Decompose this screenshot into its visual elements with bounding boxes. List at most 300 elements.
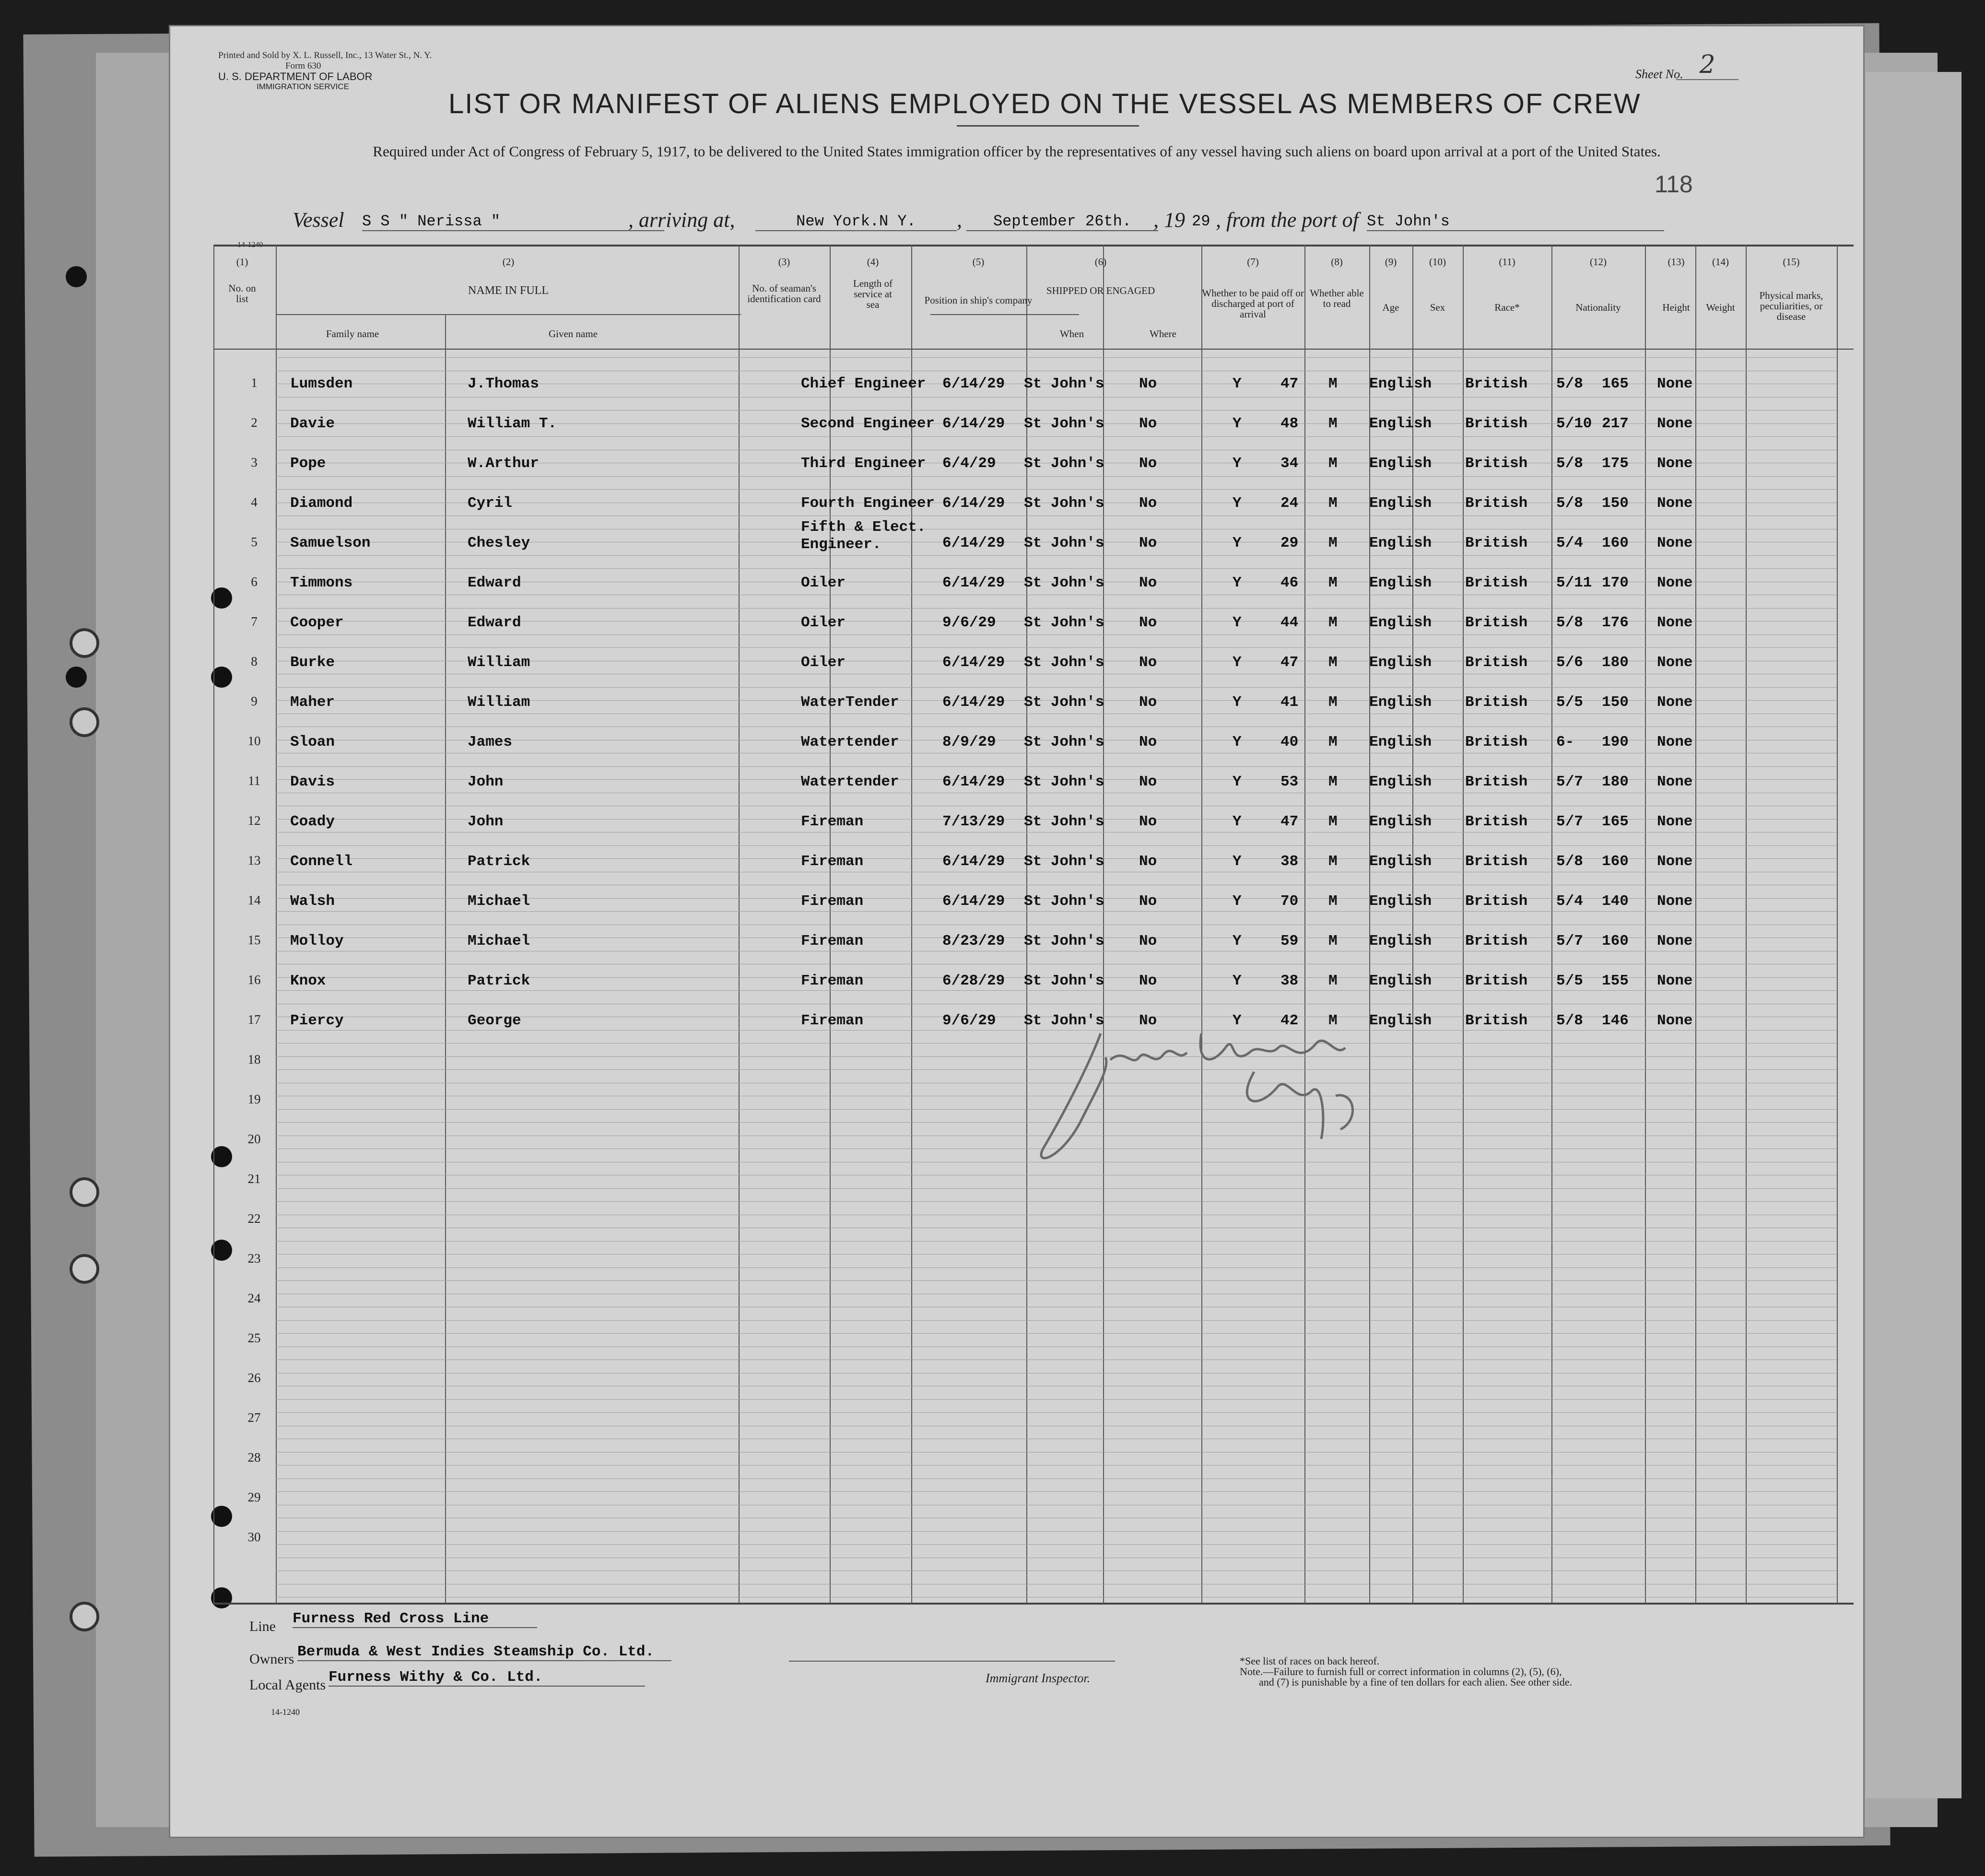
cell-height: 5/7 bbox=[1556, 774, 1583, 790]
cell-weight: 160 bbox=[1602, 933, 1629, 950]
cell-where: St John's bbox=[1024, 375, 1104, 392]
cell-read: Y bbox=[1233, 893, 1242, 910]
cell-where: St John's bbox=[1024, 535, 1104, 551]
col-5-header: Position in ship's company bbox=[924, 294, 1033, 306]
row-number: 20 bbox=[247, 1132, 261, 1146]
cell-where: St John's bbox=[1024, 1012, 1104, 1029]
cell-nationality: British bbox=[1465, 495, 1528, 512]
cell-sex: M bbox=[1328, 575, 1338, 591]
cell-race: English bbox=[1369, 813, 1432, 830]
cell-height: 5/8 bbox=[1556, 375, 1583, 392]
cell-given: Edward bbox=[468, 575, 521, 591]
cell-weight: 170 bbox=[1602, 575, 1629, 591]
cell-race: English bbox=[1369, 575, 1432, 591]
cell-race: English bbox=[1369, 375, 1432, 392]
owners-label: Owners bbox=[249, 1651, 294, 1667]
cell-where: St John's bbox=[1024, 415, 1104, 432]
binding-ring bbox=[70, 707, 99, 737]
cell-position: Fifth & Elect. Engineer. bbox=[801, 519, 926, 553]
service: IMMIGRATION SERVICE bbox=[257, 82, 350, 91]
cell-given: Patrick bbox=[468, 973, 530, 989]
cell-position: Fireman bbox=[801, 933, 864, 950]
cell-read: Y bbox=[1233, 694, 1242, 711]
cell-race: English bbox=[1369, 694, 1432, 711]
cell-marks: None bbox=[1657, 893, 1693, 910]
col-1-header: No. on list bbox=[228, 282, 256, 305]
cell-age: 29 bbox=[1280, 535, 1299, 551]
row-number: 6 bbox=[251, 575, 258, 589]
cell-marks: None bbox=[1657, 813, 1693, 830]
row-number: 21 bbox=[247, 1172, 261, 1186]
cell-sex: M bbox=[1328, 1012, 1338, 1029]
cell-weight: 160 bbox=[1602, 853, 1629, 870]
cell-given: William bbox=[468, 694, 530, 711]
cell-weight: 140 bbox=[1602, 893, 1629, 910]
row-number: 3 bbox=[251, 455, 258, 469]
cell-family: Knox bbox=[290, 973, 326, 989]
cell-height: 5/10 bbox=[1556, 415, 1592, 432]
cell-given: William bbox=[468, 654, 530, 671]
manifest-sheet: Printed and Sold by X. L. Russell, Inc., 13 Water St., N. Y. Form 630 U. S. DEPARTMENT OF LABOR IMMIGRATION SERVICE Sheet No. 2 118 LIST OR MANIFEST OF ALIENS EMPLOYED ON THE VESSEL AS MEMBERS OF CREW Required under Act of Congress of February 5, 1917, to be delivered to the United States immigration officer by the representatives of any vessel having such aliens on board upon arrival at a port of the United States. Vessel S S " Nerissa " , arriving at, New York.N Y. , September 26th. , 19 29 , from the port of St John's (1) No. on list (2) NAME IN FULL Family name Given name (3) No. of seaman's identification card (4) Length of service at sea (5) Position in ship's company (6) SHIPPED OR ENGAGED When Where (7) Whether to be paid off or discharged at port of arrival (8) Whether able to read (9) Age (10) Sex (11) Race* (12) Nationality (13) Height (14) Weight (15) Physical marks, peculiarities, or disease 1 2 3 4 5 6 7 8 9 10 11 12 13 14 15 16 17 18 19 20 21 22 23 24 25 26 27 28 29 30 Lumsden J.Thomas Chief Engineer 6/14/29 St John's No Y 47 M English British 5/8 165 None Davie William T. Second Engineer 6/14/29 St John's No Y 48 M English British 5/10 217 None Pope W.Arthur Third Engineer 6/4/29 St John's No Y 34 M English British 5/8 175 None Diamond Cyril Fourth Engineer 6/14/29 St John's No Y 24 M English British 5/8 150 None Samuelson Chesley Fifth & Elect. Engineer. 6/14/29 St John's No Y 29 M English British 5/4 160 None Timmons Edward Oiler 6/14/29 St John's No Y 46 M English British 5/11 170 None Cooper Edward Oiler 9/6/29 St John's No Y 44 M English British 5/8 176 None Burke William Oiler 6/14/29 St John's No Y 47 M English British 5/6 180 None Maher William WaterTender 6/14/29 St John's No Y 41 M English British 5/5 150 None Sloan James Watertender 8/9/29 St John's No Y 40 M English British 6- 190 None Davis John Watertender 6/14/29 St John's No Y 53 M English British 5/7 180 None Coady John Fireman 7/13/29 St John's No Y 47 M English British 5/7 165 None Connell Patrick Fireman 6/14/29 St John's No Y 38 M English British 5/8 160 None Walsh Michael Fireman 6/14/29 St John's No Y 70 M English British 5/4 140 None Molloy Michael Fireman 8/23/29 St John's No Y 59 M English British 5/7 160 None Knox Patrick Fireman 6/28/29 St John's No Y 38 M English British 5/5 155 None Piercy George Fireman 9/6/29 St John's No Y 42 M English British 5/8 146 None Line Furness Red Cross Line Owners Bermuda & West Indies Steamship Co. Ltd. Local Agents Furness Withy & Co. Ltd. Immigrant Inspector. *See list of races on back hereof. Note.—Failure to furnish full or correct information in columns (2), (5), (6), and (7) is punishable by a fine of ten dollars for each alien. See other side. 14-1240 bbox=[170, 26, 1863, 1837]
cell-position: WaterTender bbox=[801, 694, 899, 711]
cell-paid: No bbox=[1139, 853, 1157, 870]
col-10-number: (10) bbox=[1429, 256, 1446, 268]
cell-where: St John's bbox=[1024, 694, 1104, 711]
cell-family: Sloan bbox=[290, 734, 335, 750]
row-number: 19 bbox=[247, 1092, 261, 1106]
cell-family: Davie bbox=[290, 415, 335, 432]
cell-paid: No bbox=[1139, 973, 1157, 989]
col-9-header: Age bbox=[1382, 302, 1399, 313]
cell-read: Y bbox=[1233, 375, 1242, 392]
cell-height: 5/4 bbox=[1556, 893, 1583, 910]
cell-weight: 165 bbox=[1602, 813, 1629, 830]
departure-port: St John's bbox=[1367, 212, 1664, 231]
cell-marks: None bbox=[1657, 654, 1693, 671]
cell-race: English bbox=[1369, 734, 1432, 750]
cell-when: 6/14/29 bbox=[942, 774, 1005, 790]
sheet-label: Sheet No. bbox=[1635, 67, 1683, 81]
cell-family: Coady bbox=[290, 813, 335, 830]
cell-when: 6/4/29 bbox=[942, 455, 996, 472]
cell-nationality: British bbox=[1465, 734, 1528, 750]
cell-where: St John's bbox=[1024, 813, 1104, 830]
cell-nationality: British bbox=[1465, 375, 1528, 392]
row-number: 7 bbox=[251, 614, 258, 629]
cell-sex: M bbox=[1328, 933, 1338, 950]
cell-family: Diamond bbox=[290, 495, 353, 512]
col-11-header: Race* bbox=[1494, 302, 1520, 313]
cell-age: 47 bbox=[1280, 654, 1299, 671]
row-number: 2 bbox=[251, 415, 258, 430]
cell-given: Edward bbox=[468, 614, 521, 631]
cell-nationality: British bbox=[1465, 614, 1528, 631]
footnote-penalty-2: and (7) is punishable by a fine of ten dollars for each alien. See other side. bbox=[1259, 1676, 1573, 1688]
cell-race: English bbox=[1369, 853, 1432, 870]
cell-when: 6/14/29 bbox=[942, 694, 1005, 711]
binding-ring bbox=[70, 628, 99, 658]
cell-paid: No bbox=[1139, 415, 1157, 432]
cell-position: Fireman bbox=[801, 853, 864, 870]
cell-when: 8/23/29 bbox=[942, 933, 1005, 950]
cell-race: English bbox=[1369, 495, 1432, 512]
cell-read: Y bbox=[1233, 774, 1242, 790]
row-number: 16 bbox=[247, 973, 261, 987]
col-13-number: (13) bbox=[1668, 256, 1685, 268]
cell-when: 7/13/29 bbox=[942, 813, 1005, 830]
row-number: 28 bbox=[247, 1450, 261, 1465]
page-title: LIST OR MANIFEST OF ALIENS EMPLOYED ON THE VESSEL AS MEMBERS OF CREW bbox=[448, 88, 1641, 119]
col-15-number: (15) bbox=[1783, 256, 1800, 268]
cell-height: 5/8 bbox=[1556, 853, 1583, 870]
cell-marks: None bbox=[1657, 694, 1693, 711]
cell-where: St John's bbox=[1024, 893, 1104, 910]
cell-height: 5/5 bbox=[1556, 973, 1583, 989]
cell-when: 6/14/29 bbox=[942, 853, 1005, 870]
cell-read: Y bbox=[1233, 535, 1242, 551]
cell-where: St John's bbox=[1024, 853, 1104, 870]
col-3-header: No. of seaman's identification card bbox=[747, 282, 821, 305]
cell-family: Piercy bbox=[290, 1012, 344, 1029]
row-number: 15 bbox=[247, 933, 261, 947]
row-number: 10 bbox=[247, 734, 261, 748]
cell-nationality: British bbox=[1465, 853, 1528, 870]
cell-height: 5/7 bbox=[1556, 813, 1583, 830]
col-4-header: Length of service at sea bbox=[853, 278, 893, 310]
cell-family: Timmons bbox=[290, 575, 353, 591]
cell-when: 9/6/29 bbox=[942, 1012, 996, 1029]
cell-paid: No bbox=[1139, 535, 1157, 551]
col-2a-header: Family name bbox=[326, 328, 379, 340]
cell-paid: No bbox=[1139, 694, 1157, 711]
cell-age: 47 bbox=[1280, 375, 1299, 392]
binding-hole bbox=[66, 667, 87, 688]
year-prefix: , 19 bbox=[1153, 208, 1185, 232]
binding-hole bbox=[66, 266, 87, 287]
cell-marks: None bbox=[1657, 973, 1693, 989]
cell-paid: No bbox=[1139, 375, 1157, 392]
cell-nationality: British bbox=[1465, 575, 1528, 591]
cell-sex: M bbox=[1328, 973, 1338, 989]
owners-value: Bermuda & West Indies Steamship Co. Ltd. bbox=[297, 1643, 671, 1661]
cell-when: 9/6/29 bbox=[942, 614, 996, 631]
cell-age: 38 bbox=[1280, 853, 1299, 870]
cell-position: Fireman bbox=[801, 893, 864, 910]
agents-label: Local Agents bbox=[249, 1677, 326, 1693]
cell-when: 6/14/29 bbox=[942, 654, 1005, 671]
cell-given: Michael bbox=[468, 893, 530, 910]
cell-nationality: British bbox=[1465, 813, 1528, 830]
cell-where: St John's bbox=[1024, 614, 1104, 631]
cell-family: Cooper bbox=[290, 614, 344, 631]
row-number: 12 bbox=[247, 813, 261, 828]
back-page-edge bbox=[1866, 72, 1962, 1798]
cell-when: 6/14/29 bbox=[942, 415, 1005, 432]
cell-weight: 146 bbox=[1602, 1012, 1629, 1029]
cell-paid: No bbox=[1139, 654, 1157, 671]
cell-sex: M bbox=[1328, 654, 1338, 671]
col-15-header: Physical marks, peculiarities, or disease bbox=[1759, 290, 1823, 322]
cell-when: 8/9/29 bbox=[942, 734, 996, 750]
cell-weight: 180 bbox=[1602, 654, 1629, 671]
col-5-number: (5) bbox=[972, 256, 985, 268]
cell-weight: 150 bbox=[1602, 694, 1629, 711]
stamp-number: 118 bbox=[1655, 171, 1693, 198]
arrival-port: New York.N Y. bbox=[755, 212, 957, 231]
cell-given: James bbox=[468, 734, 513, 750]
col-11-number: (11) bbox=[1499, 256, 1515, 268]
binding-ring bbox=[70, 1177, 99, 1207]
row-number: 18 bbox=[247, 1052, 261, 1067]
cell-where: St John's bbox=[1024, 734, 1104, 750]
cell-family: Pope bbox=[290, 455, 326, 472]
cell-given: John bbox=[468, 813, 504, 830]
cell-height: 5/4 bbox=[1556, 535, 1583, 551]
cell-read: Y bbox=[1233, 973, 1242, 989]
cell-weight: 175 bbox=[1602, 455, 1629, 472]
col-6b-header: Where bbox=[1150, 328, 1176, 340]
cell-when: 6/14/29 bbox=[942, 893, 1005, 910]
col-14-number: (14) bbox=[1712, 256, 1729, 268]
cell-height: 5/7 bbox=[1556, 933, 1583, 950]
cell-position: Watertender bbox=[801, 774, 899, 790]
cell-given: Chesley bbox=[468, 535, 530, 551]
cell-family: Walsh bbox=[290, 893, 335, 910]
cell-family: Lumsden bbox=[290, 375, 353, 392]
cell-position: Fourth Engineer bbox=[801, 495, 935, 512]
title-underline bbox=[957, 125, 1139, 127]
cell-weight: 150 bbox=[1602, 495, 1629, 512]
cell-when: 6/14/29 bbox=[942, 535, 1005, 551]
col-12-number: (12) bbox=[1590, 256, 1607, 268]
col-7-number: (7) bbox=[1247, 256, 1259, 268]
arriving-label: , arriving at, bbox=[628, 208, 735, 232]
cell-marks: None bbox=[1657, 575, 1693, 591]
col-6-number: (6) bbox=[1094, 256, 1107, 268]
col-1-number: (1) bbox=[236, 256, 248, 268]
cell-weight: 160 bbox=[1602, 535, 1629, 551]
cell-family: Molloy bbox=[290, 933, 344, 950]
cell-read: Y bbox=[1233, 614, 1242, 631]
cell-family: Davis bbox=[290, 774, 335, 790]
cell-height: 5/8 bbox=[1556, 614, 1583, 631]
cell-age: 48 bbox=[1280, 415, 1299, 432]
cell-sex: M bbox=[1328, 694, 1338, 711]
cell-read: Y bbox=[1233, 933, 1242, 950]
row-number: 5 bbox=[251, 535, 258, 549]
cell-sex: M bbox=[1328, 614, 1338, 631]
from-label: , from the port of bbox=[1216, 208, 1359, 232]
footnote-races: *See list of races on back hereof. bbox=[1240, 1655, 1380, 1667]
cell-age: 41 bbox=[1280, 694, 1299, 711]
requirement-text: Required under Act of Congress of February 5, 1917, to be delivered to the United States immigration officer by the representatives of any vessel having such aliens on board upon arrival at a port of the United States. bbox=[373, 143, 1661, 160]
vessel-name: S S " Nerissa " bbox=[362, 212, 664, 231]
cell-age: 42 bbox=[1280, 1012, 1299, 1029]
cell-position: Fireman bbox=[801, 1012, 864, 1029]
cell-marks: None bbox=[1657, 734, 1693, 750]
cell-nationality: British bbox=[1465, 893, 1528, 910]
cell-paid: No bbox=[1139, 734, 1157, 750]
cell-nationality: British bbox=[1465, 933, 1528, 950]
cell-race: English bbox=[1369, 415, 1432, 432]
binding-ring bbox=[70, 1602, 99, 1631]
cell-read: Y bbox=[1233, 455, 1242, 472]
cell-marks: None bbox=[1657, 1012, 1693, 1029]
cell-read: Y bbox=[1233, 734, 1242, 750]
cell-paid: No bbox=[1139, 495, 1157, 512]
binding-ring bbox=[70, 1254, 99, 1284]
cell-position: Oiler bbox=[801, 575, 846, 591]
column-divider bbox=[213, 245, 214, 1604]
col-12-header: Nationality bbox=[1575, 302, 1621, 313]
cell-paid: No bbox=[1139, 614, 1157, 631]
cell-height: 5/11 bbox=[1556, 575, 1592, 591]
cell-where: St John's bbox=[1024, 495, 1104, 512]
col-10-header: Sex bbox=[1430, 302, 1445, 313]
row-number: 26 bbox=[247, 1371, 261, 1385]
row-number: 29 bbox=[247, 1490, 261, 1504]
cell-height: 5/8 bbox=[1556, 455, 1583, 472]
row-number: 23 bbox=[247, 1251, 261, 1266]
line-label: Line bbox=[249, 1618, 276, 1634]
name-column-divider bbox=[445, 314, 446, 1604]
cell-position: Oiler bbox=[801, 614, 846, 631]
row-number: 24 bbox=[247, 1291, 261, 1305]
cell-sex: M bbox=[1328, 495, 1338, 512]
col-2b-header: Given name bbox=[548, 328, 598, 340]
cell-where: St John's bbox=[1024, 774, 1104, 790]
row-number: 9 bbox=[251, 694, 258, 708]
cell-position: Third Engineer bbox=[801, 455, 926, 472]
col-2-number: (2) bbox=[502, 256, 515, 268]
cell-given: Patrick bbox=[468, 853, 530, 870]
row-number: 22 bbox=[247, 1211, 261, 1226]
col-7-header: Whether to be paid off or discharged at port of arrival bbox=[1202, 287, 1304, 320]
cell-sex: M bbox=[1328, 415, 1338, 432]
cell-read: Y bbox=[1233, 654, 1242, 671]
cell-race: English bbox=[1369, 893, 1432, 910]
cell-sex: M bbox=[1328, 455, 1338, 472]
cell-given: W.Arthur bbox=[468, 455, 539, 472]
cell-paid: No bbox=[1139, 575, 1157, 591]
row-number: 4 bbox=[251, 495, 258, 509]
cell-marks: None bbox=[1657, 455, 1693, 472]
cell-paid: No bbox=[1139, 893, 1157, 910]
printer-note: Printed and Sold by X. L. Russell, Inc., 13 Water St., N. Y. bbox=[218, 50, 432, 60]
sheet-number: 2 bbox=[1676, 50, 1738, 80]
col-6a-header: When bbox=[1059, 328, 1084, 340]
row-number: 17 bbox=[247, 1012, 261, 1027]
cell-height: 5/6 bbox=[1556, 654, 1583, 671]
cell-family: Burke bbox=[290, 654, 335, 671]
cell-position: Second Engineer bbox=[801, 415, 935, 432]
cell-age: 34 bbox=[1280, 455, 1299, 472]
vessel-label: Vessel bbox=[293, 208, 344, 232]
cell-sex: M bbox=[1328, 853, 1338, 870]
cell-read: Y bbox=[1233, 813, 1242, 830]
row-number: 8 bbox=[251, 654, 258, 668]
cell-nationality: British bbox=[1465, 694, 1528, 711]
arrival-date: September 26th. bbox=[966, 212, 1158, 231]
cell-nationality: British bbox=[1465, 415, 1528, 432]
col-9-number: (9) bbox=[1385, 256, 1397, 268]
inspector-signature bbox=[1029, 1014, 1374, 1172]
cell-read: Y bbox=[1233, 495, 1242, 512]
cell-given: George bbox=[468, 1012, 521, 1029]
cell-marks: None bbox=[1657, 495, 1693, 512]
col-2-header: NAME IN FULL bbox=[468, 284, 549, 297]
cell-nationality: British bbox=[1465, 774, 1528, 790]
inspector-signature-line bbox=[789, 1661, 1115, 1662]
cell-age: 44 bbox=[1280, 614, 1299, 631]
cell-sex: M bbox=[1328, 813, 1338, 830]
cell-age: 70 bbox=[1280, 893, 1299, 910]
cell-paid: No bbox=[1139, 455, 1157, 472]
cell-paid: No bbox=[1139, 933, 1157, 950]
cell-read: Y bbox=[1233, 415, 1242, 432]
row-number: 13 bbox=[247, 853, 261, 868]
cell-marks: None bbox=[1657, 415, 1693, 432]
row-number: 27 bbox=[247, 1410, 261, 1425]
cell-marks: None bbox=[1657, 614, 1693, 631]
cell-where: St John's bbox=[1024, 455, 1104, 472]
cell-race: English bbox=[1369, 774, 1432, 790]
col-3-number: (3) bbox=[778, 256, 790, 268]
col-13-header: Height bbox=[1662, 302, 1690, 313]
cell-race: English bbox=[1369, 535, 1432, 551]
cell-position: Chief Engineer bbox=[801, 375, 926, 392]
cell-race: English bbox=[1369, 933, 1432, 950]
cell-race: English bbox=[1369, 614, 1432, 631]
row-number: 25 bbox=[247, 1331, 261, 1345]
cell-age: 38 bbox=[1280, 973, 1299, 989]
row-number: 14 bbox=[247, 893, 261, 907]
cell-race: English bbox=[1369, 973, 1432, 989]
cell-marks: None bbox=[1657, 933, 1693, 950]
cell-position: Watertender bbox=[801, 734, 899, 750]
cell-age: 47 bbox=[1280, 813, 1299, 830]
col-8-header: Whether able to read bbox=[1310, 287, 1364, 309]
cell-paid: No bbox=[1139, 813, 1157, 830]
cell-when: 6/14/29 bbox=[942, 375, 1005, 392]
cell-sex: M bbox=[1328, 535, 1338, 551]
cell-position: Oiler bbox=[801, 654, 846, 671]
cell-height: 5/8 bbox=[1556, 1012, 1583, 1029]
cell-weight: 176 bbox=[1602, 614, 1629, 631]
cell-marks: None bbox=[1657, 535, 1693, 551]
cell-paid: No bbox=[1139, 1012, 1157, 1029]
cell-where: St John's bbox=[1024, 654, 1104, 671]
col-4-number: (4) bbox=[867, 256, 879, 268]
cell-where: St John's bbox=[1024, 575, 1104, 591]
footnote-penalty-1: Note.—Failure to furnish full or correct information in columns (2), (5), (6), bbox=[1240, 1665, 1562, 1677]
cell-age: 53 bbox=[1280, 774, 1299, 790]
cell-weight: 165 bbox=[1602, 375, 1629, 392]
column-divider bbox=[1837, 245, 1838, 1604]
cell-read: Y bbox=[1233, 853, 1242, 870]
cell-given: Michael bbox=[468, 933, 530, 950]
cell-given: Cyril bbox=[468, 495, 513, 512]
cell-read: Y bbox=[1233, 1012, 1242, 1029]
cell-weight: 180 bbox=[1602, 774, 1629, 790]
cell-where: St John's bbox=[1024, 973, 1104, 989]
arrival-year: 29 bbox=[1192, 212, 1210, 230]
cell-family: Maher bbox=[290, 694, 335, 711]
cell-position: Fireman bbox=[801, 973, 864, 989]
cell-weight: 217 bbox=[1602, 415, 1629, 432]
line-value: Furness Red Cross Line bbox=[293, 1610, 537, 1628]
department: U. S. DEPARTMENT OF LABOR bbox=[218, 70, 373, 82]
